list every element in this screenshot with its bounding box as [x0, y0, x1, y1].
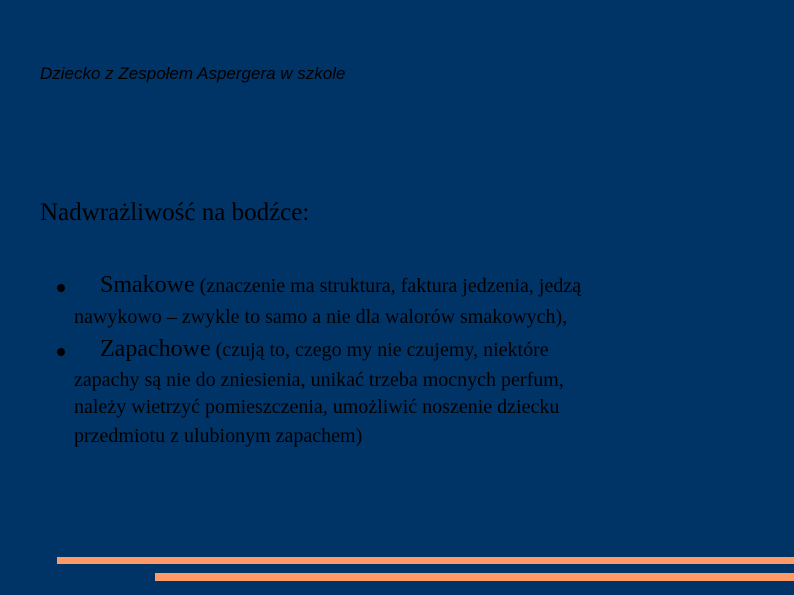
slide-header-title: Dziecko z Zespołem Aspergera w szkole: [40, 64, 346, 83]
slide-heading: Nadwrażliwość na bodźce:: [40, 199, 310, 226]
bullet-dot-icon: [57, 284, 65, 292]
decorative-stripe-upper: [57, 557, 794, 564]
bullet-description: (znaczenie ma struktura, faktura jedzenia, jedzą: [194, 275, 582, 297]
bullet-continuation-line: przedmiotu z ulubionym zapachem): [74, 425, 363, 447]
bullet-continuation-line: nawykowo – zwykle to samo a nie dla walorów smakowych),: [74, 306, 568, 328]
bullet-description: (czują to, czego my nie czujemy, niektóre: [210, 339, 549, 361]
bullet-continuation-line: należy wietrzyć pomieszczenia, umożliwić noszenie dziecku: [74, 396, 560, 418]
bullet-term: Zapachowe: [100, 336, 211, 362]
bullet-continuation-line: zapachy są nie do zniesienia, unikać trzeba mocnych perfum,: [74, 369, 564, 391]
bullet-first-line: [100, 336, 549, 363]
bullet-first-line: [100, 272, 581, 299]
decorative-stripe-lower: [155, 573, 794, 581]
bullet-dot-icon: [57, 348, 65, 356]
bullet-term: Smakowe: [100, 272, 195, 298]
